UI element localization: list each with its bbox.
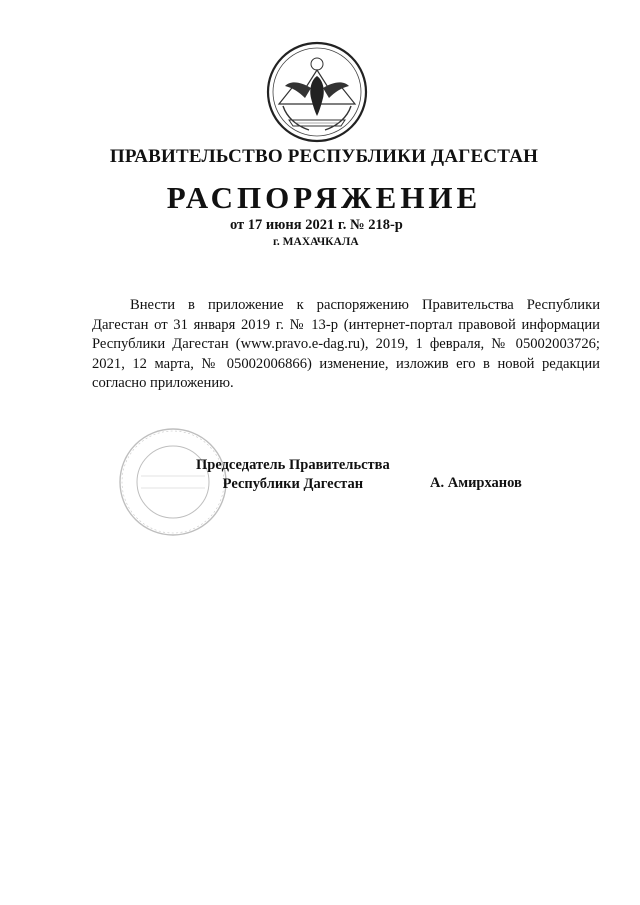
signatory-name: А. Амирханов (430, 475, 522, 491)
document-date-number: от 17 июня 2021 г. № 218-р (230, 217, 403, 233)
organization-title: ПРАВИТЕЛЬСТВО РЕСПУБЛИКИ ДАГЕСТАН (109, 146, 539, 167)
document-type-title: РАСПОРЯЖЕНИЕ (166, 180, 482, 215)
coat-of-arms-emblem (265, 40, 369, 144)
signatory-position-line-1: Председатель Правительства (196, 457, 390, 473)
signatory-position (196, 456, 390, 494)
order-paragraph: Внести в приложение к распоряжению Правительства Республики Дагестан от 31 января 2019 г. № 13-р (интернет-портал правовой информации Республики Дагестан (www.pravo.e-dag.ru), 2019, 1 февраля, № 05002003726; 2021, 12 марта, № 05002006866) изменение, изложив его в новой редакции согласно приложению. (92, 297, 600, 392)
document-city: г. МАХАЧКАЛА (273, 236, 359, 248)
signatory-position-line-2: Республики Дагестан (222, 476, 364, 492)
